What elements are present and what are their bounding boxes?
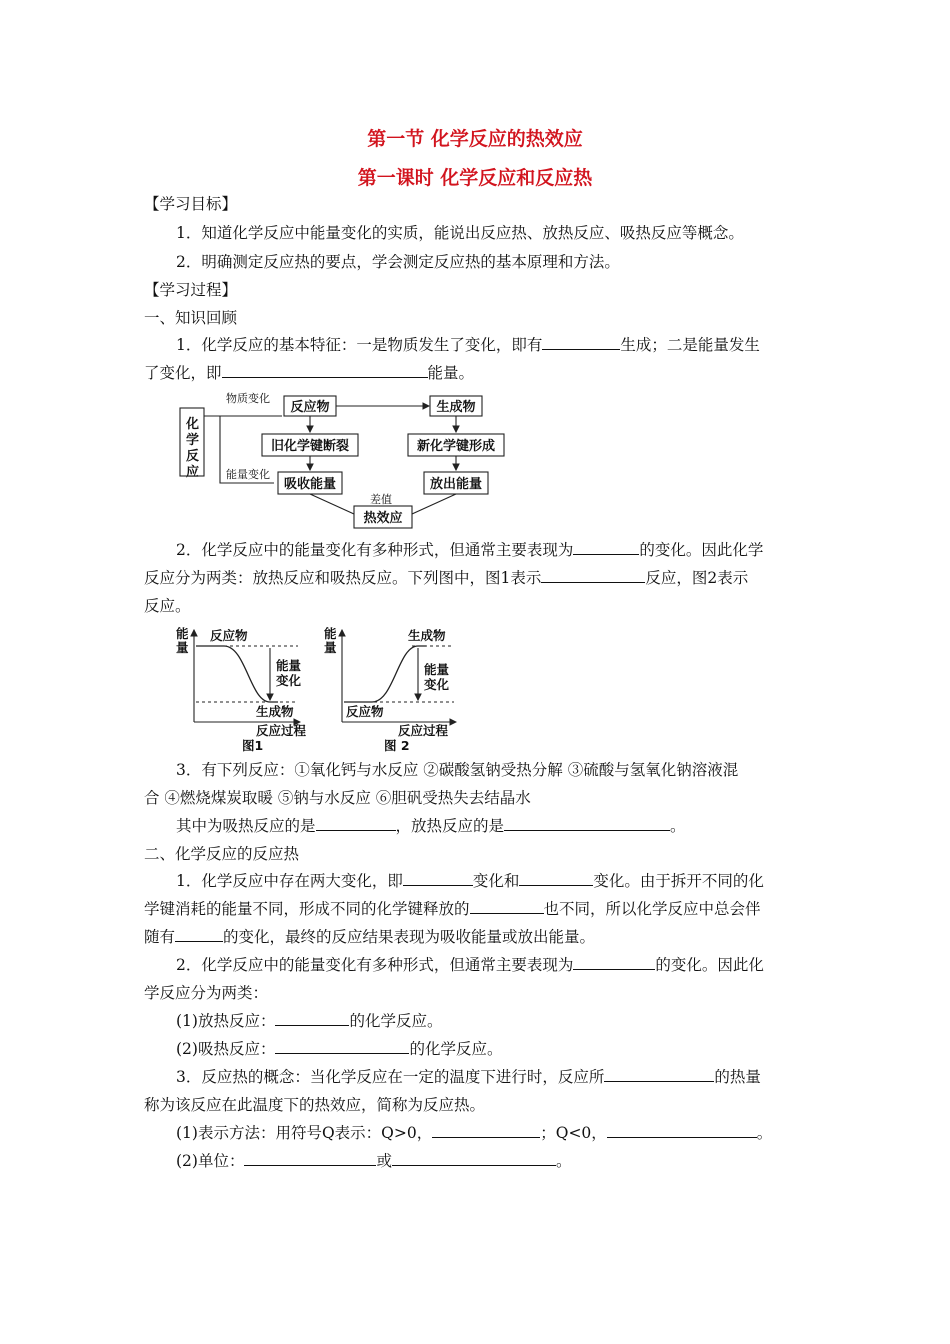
goal-2: 2．明确测定反应热的要点，学会测定反应热的基本原理和方法。: [176, 253, 620, 271]
q1-line2: 了变化，即 能量。: [144, 364, 475, 382]
fig2-caption: 图 2: [384, 738, 410, 753]
p1-line1: 1．化学反应中存在两大变化，即 变化和 变化。由于拆开不同的化: [176, 872, 764, 890]
q3-line3: 其中为吸热反应的是 ，放热反应的是 。: [176, 817, 686, 835]
dia-energy-label: 能量变化: [226, 468, 270, 481]
process-header: 【学习过程】: [144, 281, 238, 299]
q2-line1: 2．化学反应中的能量变化有多种形式，但通常主要表现为 的变化。因此化学: [176, 541, 764, 559]
page-subtitle: 第一课时 化学反应和反应热: [357, 167, 593, 189]
answer-blank[interactable]: [316, 816, 396, 831]
answer-blank[interactable]: [573, 540, 639, 555]
answer-blank[interactable]: [432, 1123, 540, 1138]
p2-line4: (2)吸热反应： 的化学反应。: [176, 1040, 503, 1058]
p3-line2: 称为该反应在此温度下的热效应，简称为反应热。: [144, 1096, 486, 1114]
fig1-reactant: 反应物: [210, 628, 248, 643]
fig2-ylabel-2: 量: [324, 640, 337, 655]
dia-release: 放出能量: [429, 477, 483, 492]
fig2-xlabel: 反应过程: [398, 723, 449, 738]
p2-line2: 学反应分为两类：: [144, 984, 269, 1002]
p3-line4: (2)单位： 或 。: [176, 1152, 572, 1170]
answer-blank[interactable]: [275, 1011, 349, 1026]
answer-blank[interactable]: [541, 568, 645, 583]
reaction-energy-diagram: [176, 388, 516, 534]
answer-blank[interactable]: [470, 899, 544, 914]
dia-absorb: 吸收能量: [283, 477, 337, 492]
answer-blank[interactable]: [607, 1123, 757, 1138]
p1-line2: 学键消耗的能量不同，形成不同的化学键释放的 也不同，所以化学反应中总会伴: [144, 900, 761, 918]
fig1-xlabel: 反应过程: [256, 723, 307, 738]
fig2-product: 生成物: [408, 628, 446, 643]
dia-chem-2: 学: [186, 433, 200, 448]
answer-blank[interactable]: [504, 816, 670, 831]
answer-blank[interactable]: [222, 363, 428, 378]
p2-line3: (1)放热反应： 的化学反应。: [176, 1012, 443, 1030]
dia-old-bond: 旧化学键断裂: [270, 439, 350, 454]
p1-line3: 随有 的变化，最终的反应结果表现为吸收能量或放出能量。: [144, 928, 596, 946]
q1-line1: 1．化学反应的基本特征：一是物质发生了变化，即有 生成；二是能量发生: [176, 336, 760, 354]
q2-line3: 反应。: [144, 597, 191, 615]
dia-product: 生成物: [436, 400, 476, 415]
q3-line1: 3．有下列反应：①氧化钙与水反应 ②碳酸氢钠受热分解 ③硫酸与氢氧化钠溶液混: [176, 761, 739, 779]
p3-line1: 3．反应热的概念：当化学反应在一定的温度下进行时，反应所 的热量: [176, 1068, 761, 1086]
dia-diff-label: 差值: [370, 493, 392, 506]
fig1-product: 生成物: [256, 704, 294, 719]
fig1-ylabel-2: 量: [176, 640, 189, 655]
fig2-change-1: 能量: [424, 662, 450, 677]
answer-blank[interactable]: [519, 871, 593, 886]
answer-blank[interactable]: [275, 1039, 409, 1054]
goals-header: 【学习目标】: [144, 195, 238, 213]
page-title: 第一节 化学反应的热效应: [367, 128, 583, 150]
answer-blank[interactable]: [403, 871, 473, 886]
section-1-header: 一、知识回顾: [144, 309, 238, 327]
dia-chem-3: 反: [186, 449, 200, 464]
answer-blank[interactable]: [175, 927, 223, 942]
goal-1: 1．知道化学反应中能量变化的实质，能说出反应热、放热反应、吸热反应等概念。: [176, 224, 744, 242]
fig1-change-1: 能量: [276, 658, 302, 673]
answer-blank[interactable]: [244, 1151, 376, 1166]
dia-new-bond: 新化学键形成: [416, 439, 496, 454]
answer-blank[interactable]: [604, 1067, 714, 1082]
q3-line2: 合 ④燃烧煤炭取暖 ⑤钠与水反应 ⑥胆矾受热失去结晶水: [144, 789, 531, 807]
dia-chem-1: 化: [186, 417, 200, 432]
q2-line2: 反应分为两类：放热反应和吸热反应。下列图中，图1表示 反应，图2表示: [144, 569, 749, 587]
p2-line1: 2．化学反应中的能量变化有多种形式，但通常主要表现为 的变化。因此化: [176, 956, 764, 974]
dia-matter-label: 物质变化: [226, 392, 270, 405]
fig2-change-2: 变化: [424, 677, 450, 692]
p3-line3: (1)表示方法：用符号Q表示：Q>0， ；Q<0， 。: [176, 1124, 773, 1142]
dia-reactant: 反应物: [290, 400, 330, 415]
fig2-reactant: 反应物: [346, 704, 384, 719]
fig1-caption: 图1: [242, 738, 264, 753]
dia-heat: 热效应: [363, 511, 403, 526]
energy-profile-figures: [172, 624, 472, 756]
answer-blank[interactable]: [573, 955, 655, 970]
answer-blank[interactable]: [542, 335, 620, 350]
dia-chem-4: 应: [186, 465, 200, 480]
fig1-ylabel-1: 能: [176, 626, 189, 641]
answer-blank[interactable]: [392, 1151, 556, 1166]
fig1-change-2: 变化: [276, 673, 302, 688]
section-2-header: 二、化学反应的反应热: [144, 845, 300, 863]
fig2-ylabel-1: 能: [324, 626, 337, 641]
